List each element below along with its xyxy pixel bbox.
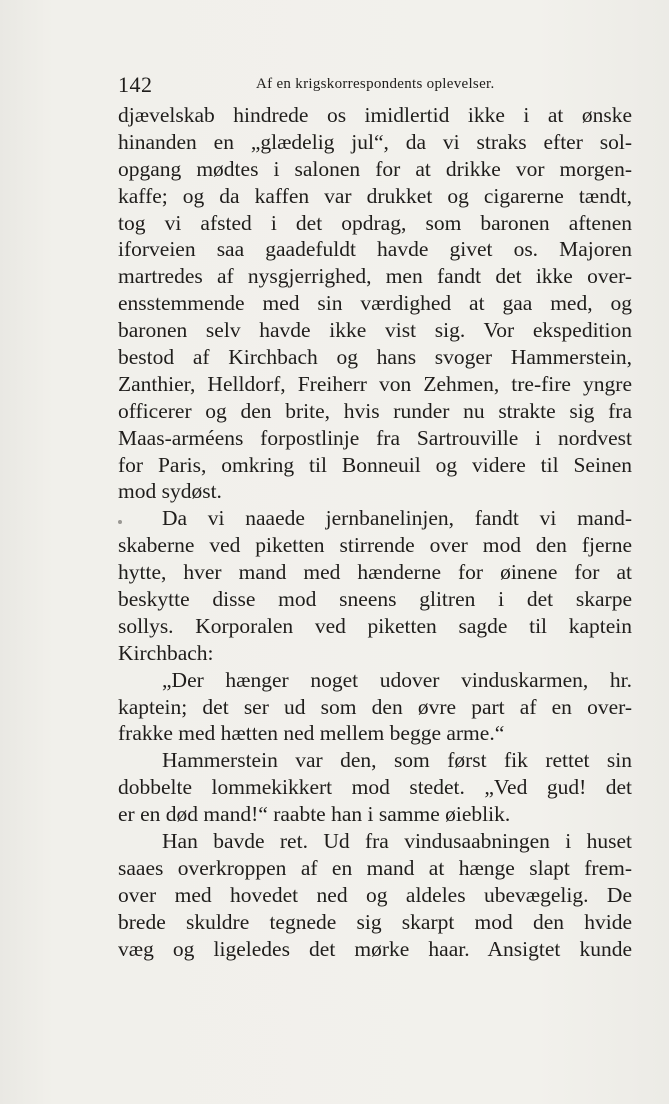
text-line: hinanden en „glædelig jul“, da vi straks efter sol-	[118, 129, 632, 154]
text-line: mod sydøst.	[118, 479, 222, 504]
text-line: iforveien saa gaadefuldt havde givet os. Majoren	[118, 237, 632, 262]
text-line: Kirchbach:	[118, 640, 214, 665]
text-line: brede skuldre tegnede sig skarpt mod den hvide	[118, 909, 632, 934]
text-line: Han bavde ret. Ud fra vindusaabningen i huset	[162, 829, 632, 854]
text-line: dobbelte lommekikkert mod stedet. „Ved gud! det	[118, 775, 632, 800]
text-line: bestod af Kirchbach og hans svoger Hammerstein,	[118, 345, 632, 370]
text-line: Hammerstein var den, som først fik rettet sin	[162, 748, 632, 773]
text-line: beskytte disse mod sneens glitren i det skarpe	[118, 587, 632, 612]
text-line: frakke med hætten ned mellem begge arme.“	[118, 721, 505, 746]
text-line: skaberne ved piketten stirrende over mod den fjerne	[118, 533, 632, 558]
text-line: sollys. Korporalen ved piketten sagde til kaptein	[118, 613, 632, 638]
text-line: „Der hænger noget udover vinduskarmen, hr.	[162, 667, 632, 692]
page-number: 142	[118, 72, 153, 97]
text-line: væg og ligeledes det mørke haar. Ansigtet kunde	[118, 936, 632, 961]
running-title: Af en krigskorrespondents oplevelser.	[256, 76, 495, 92]
text-line: er en død mand!“ raabte han i samme øieblik.	[118, 802, 511, 827]
body-text	[118, 102, 632, 963]
text-line: Da vi naaede jernbanelinjen, fandt vi mand-	[162, 506, 632, 531]
text-line: hytte, hver mand med hænderne for øinene for at	[118, 560, 632, 585]
text-line: for Paris, omkring til Bonneuil og videre til Seinen	[118, 452, 632, 477]
text-line: baronen selv havde ikke vist sig. Vor ekspedition	[118, 318, 632, 343]
text-line: kaptein; det ser ud som den øvre part af en over-	[118, 694, 632, 719]
text-line: over med hovedet ned og aldeles ubevægelig. De	[118, 882, 632, 907]
text-line: Maas-arméens forpostlinje fra Sartrouville i nordvest	[118, 425, 632, 450]
page-header	[118, 72, 638, 102]
text-line: officerer og den brite, hvis runder nu strakte sig fra	[118, 398, 632, 423]
text-line: saaes overkroppen af en mand at hænge slapt frem-	[118, 855, 632, 880]
text-line: Zanthier, Helldorf, Freiherr von Zehmen, tre-fire yngre	[118, 371, 632, 396]
text-line: kaffe; og da kaffen var drukket og cigarerne tændt,	[118, 183, 632, 208]
text-line: martredes af nysgjerrighed, men fandt det ikke over-	[118, 264, 632, 289]
text-line: djævelskab hindrede os imidlertid ikke i at ønske	[118, 103, 632, 127]
text-line: ensstemmende med sin værdighed at gaa med, og	[118, 291, 632, 316]
text-line: tog vi afsted i det opdrag, som baronen aftenen	[118, 210, 632, 235]
text-line: opgang mødtes i salonen for at drikke vor morgen-	[118, 156, 632, 181]
